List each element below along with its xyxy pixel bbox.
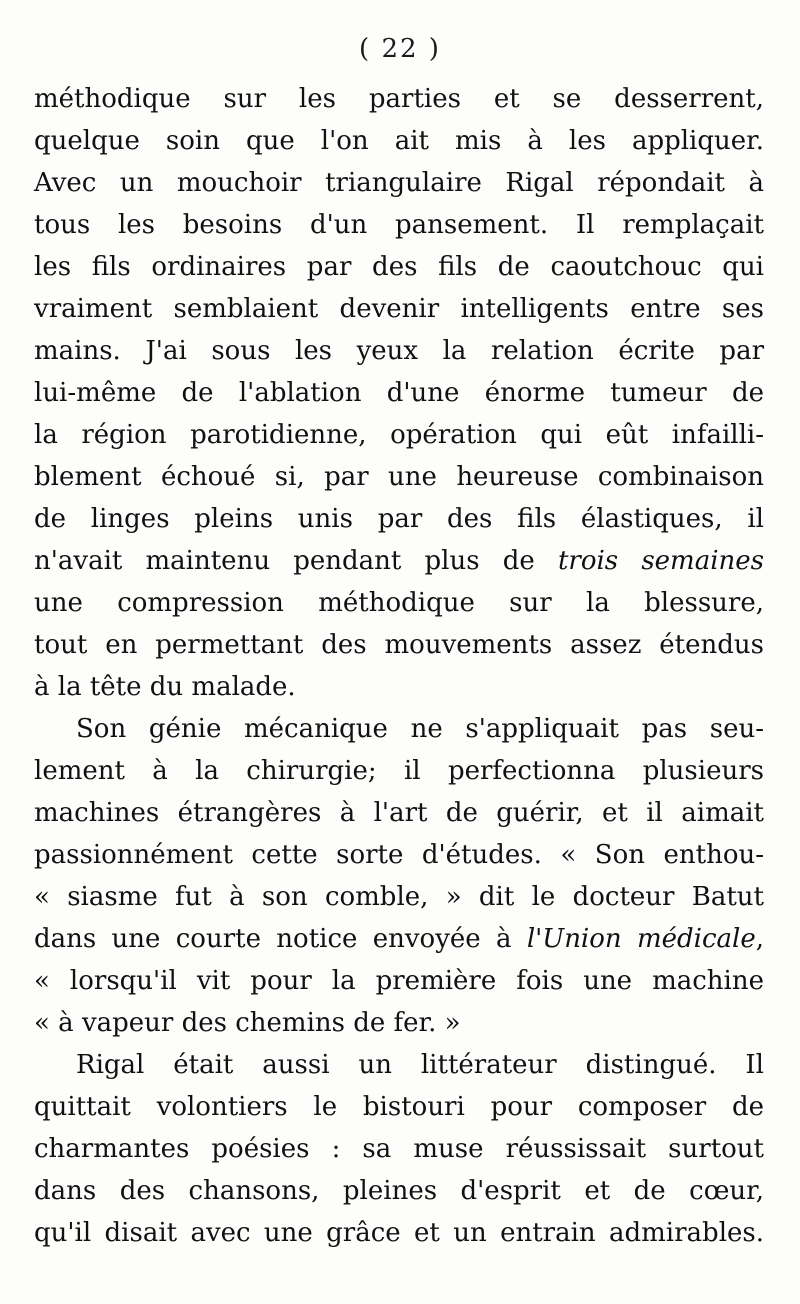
text-line: quelque soin que l'on ait mis à les appliquer. bbox=[34, 126, 764, 156]
paragraph-first-line: Rigal était aussi un littérateur distingué. Il bbox=[76, 1050, 764, 1080]
text-line: la région parotidienne, opération qui eût infailli- bbox=[34, 420, 764, 450]
text-line: Avec un mouchoir triangulaire Rigal répondait à bbox=[34, 168, 764, 198]
text-line: de linges pleins unis par des fils élastiques, il bbox=[34, 504, 764, 534]
text-line: dans des chansons, pleines d'esprit et de cœur, bbox=[34, 1176, 764, 1206]
italic-text: l'Union médicale bbox=[526, 924, 756, 954]
text-line: « siasme fut à son comble, » dit le docteur Batut bbox=[34, 882, 764, 912]
text-line: méthodique sur les parties et se desserrent, bbox=[34, 84, 764, 114]
text-line: « à vapeur des chemins de fer. » bbox=[34, 1008, 461, 1038]
text-run: dans une courte notice envoyée à bbox=[34, 924, 527, 954]
text-line: quittait volontiers le bistouri pour composer de bbox=[34, 1092, 764, 1122]
text-line: charmantes poésies : sa muse réussissait surtout bbox=[34, 1134, 764, 1164]
text-line: tout en permettant des mouvements assez étendus bbox=[34, 630, 764, 660]
text-line: qu'il disait avec une grâce et un entrain admirables. bbox=[34, 1218, 764, 1248]
text-line: lement à la chirurgie; il perfectionna plusieurs bbox=[34, 756, 764, 786]
text-run: n'avait maintenu pendant plus de bbox=[34, 546, 558, 576]
text-run: , bbox=[755, 924, 764, 954]
text-line bbox=[34, 918, 764, 960]
text-line bbox=[34, 540, 764, 582]
text-line: une compression méthodique sur la blessure, bbox=[34, 588, 764, 618]
text-line: lui-même de l'ablation d'une énorme tumeur de bbox=[34, 378, 764, 408]
text-line: mains. J'ai sous les yeux la relation écrite par bbox=[34, 336, 764, 366]
paragraph-first-line: Son génie mécanique ne s'appliquait pas seu- bbox=[76, 714, 764, 744]
text-line: machines étrangères à l'art de guérir, et il aimait bbox=[34, 798, 764, 828]
text-line: « lorsqu'il vit pour la première fois une machine bbox=[34, 966, 764, 996]
page-number: ( 22 ) bbox=[359, 34, 441, 64]
text-line: vraiment semblaient devenir intelligents entre ses bbox=[34, 294, 764, 324]
text-line: passionnément cette sorte d'études. « Son enthou- bbox=[34, 840, 764, 870]
text-line: à la tête du malade. bbox=[34, 672, 296, 702]
text-line: tous les besoins d'un pansement. Il remplaçait bbox=[34, 210, 764, 240]
body-text bbox=[34, 78, 764, 1254]
italic-text: trois semaines bbox=[557, 546, 764, 576]
text-line: blement échoué si, par une heureuse combinaison bbox=[34, 462, 764, 492]
text-line: les fils ordinaires par des fils de caoutchouc qui bbox=[34, 252, 764, 282]
